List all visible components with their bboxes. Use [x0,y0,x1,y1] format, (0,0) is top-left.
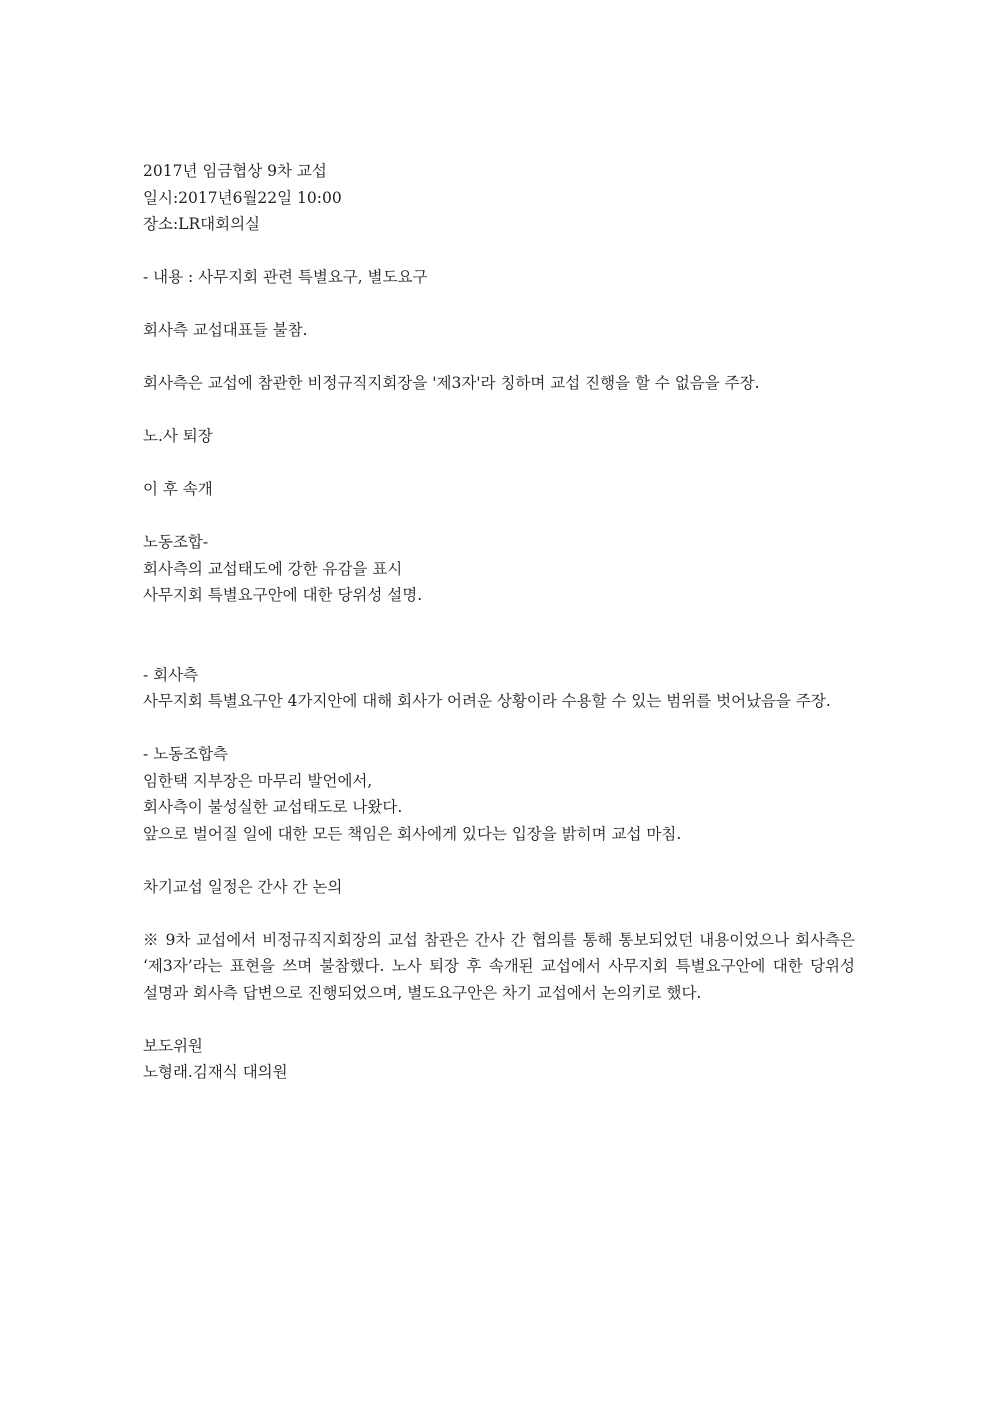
spacer [143,635,855,662]
company-claim: 회사측은 교섭에 참관한 비정규직지회장을 '제3자'라 칭하며 교섭 진행을 할 수 없음을 주장. [143,374,760,392]
resume-note: 이 후 속개 [143,480,213,498]
union-side-line: 회사측이 불성실한 교섭태도로 나왔다. [143,798,403,816]
spacer [143,847,855,874]
company-side-text: 사무지회 특별요구안 4가지안에 대해 회사가 어려운 상황이라 수용할 수 있는 범위를 벗어났음을 주장. [143,692,831,710]
spacer [143,715,855,742]
spacer [143,450,855,477]
reporter-role: 보도위원 [143,1036,203,1055]
spacer [143,291,855,318]
union-side-line: 앞으로 벌어질 일에 대한 모든 책임은 회사에게 있다는 입장을 밝히며 교섭 마침. [143,824,682,843]
spacer [143,503,855,530]
spacer [143,609,855,636]
reference-note: ※ 9차 교섭에서 비정규직지회장의 교섭 참관은 간사 간 협의를 통해 통보되었던 내용이었으나 회사측은 ‘제3자’라는 표현을 쓰며 불참했다. 노사 퇴장 후 속개된 교섭에서 사무지회 특별요구안에 대한 당위성 설명과 회사측 답변으로 진행되었으며, 별도요구안은 차기 교섭에서 논의키로 했다. [143,930,855,1002]
walkout-note: 노.사 퇴장 [143,427,213,445]
document-title: 2017년 임금협상 9차 교섭 [143,162,327,180]
union-side-heading: - 노동조합측 [143,745,229,763]
union-first-heading: 노동조합- [143,533,209,551]
union-first-line: 사무지회 특별요구안에 대한 당위성 설명. [143,586,423,604]
spacer [143,1006,855,1033]
union-side-line: 임한택 지부장은 마무리 발언에서, [143,771,373,790]
meeting-place: 장소:LR대회의실 [143,215,261,233]
union-first-line: 회사측의 교섭태도에 강한 유감을 표시 [143,559,403,578]
spacer [143,238,855,265]
next-schedule: 차기교섭 일정은 간사 간 논의 [143,877,343,896]
company-absence: 회사측 교섭대표들 불참. [143,321,308,339]
meeting-date: 일시:2017년6월22일 10:00 [143,188,342,207]
spacer [143,397,855,424]
reporter-names: 노형래.김재식 대의원 [143,1063,288,1081]
document-body [143,158,855,1086]
spacer [143,344,855,371]
company-side-heading: - 회사측 [143,665,199,684]
spacer [143,900,855,927]
meeting-topic: - 내용 : 사무지회 관련 특별요구, 별도요구 [143,268,428,286]
